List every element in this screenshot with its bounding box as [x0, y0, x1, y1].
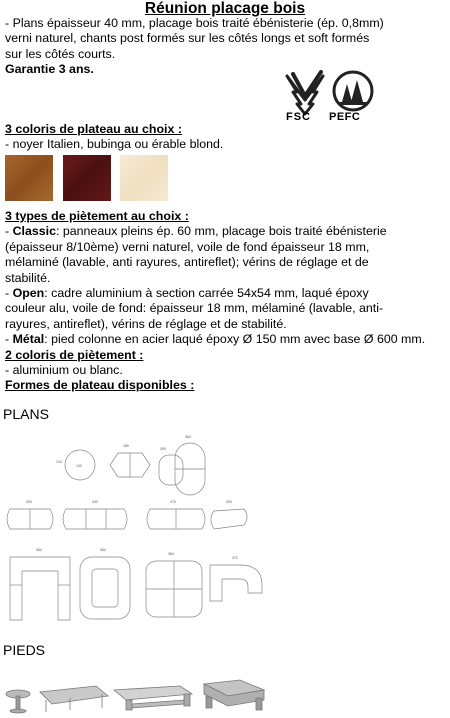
plan-square-table [146, 552, 202, 617]
plan-round-table [56, 450, 95, 480]
classic-line-2: (épaisseur 8/10ème) verni naturel, voile de fond épaisseur 18 mm, [5, 239, 370, 254]
base-colors-text: - aluminium ou blanc. [5, 363, 123, 378]
svg-text:364: 364 [36, 548, 42, 552]
metal-column-leg-icon [6, 690, 30, 713]
open-frame-leg-icon [40, 686, 108, 712]
base-colors-heading: 2 coloris de piètement : [5, 347, 144, 362]
metal-label: Métal [12, 332, 45, 347]
guarantee-text: Garantie 3 ans. [5, 62, 94, 77]
plans-drawings [0, 425, 450, 655]
plan-boat-table-4 [211, 500, 247, 529]
classic-line-1: - Classic: panneaux pleins ép. 60 mm, placage bois traité ébénisterie [5, 224, 387, 239]
open-label: Open [12, 286, 45, 301]
open-line-1: - Open: cadre aluminium à section carrée 54x54 mm, laqué époxy [5, 286, 369, 301]
svg-text:180: 180 [123, 444, 129, 448]
colors-heading: 3 coloris de plateau au choix : [5, 122, 182, 136]
svg-text:300: 300 [226, 500, 232, 504]
plan-u-table [10, 548, 70, 620]
svg-text:470: 470 [170, 500, 176, 504]
pieds-drawings [0, 656, 450, 716]
svg-text:300: 300 [26, 500, 32, 504]
legs-section [5, 209, 447, 394]
svg-text:364: 364 [168, 552, 174, 556]
pieds-label: PIEDS [3, 642, 46, 658]
page-title: Réunion placage bois [144, 0, 306, 17]
colors-section [5, 122, 447, 153]
swatch-erable [120, 155, 168, 201]
open-line-3: rayures, antireflet), vérins de réglage et de stabilité. [5, 316, 287, 331]
intro-block [5, 16, 447, 78]
pefc-label: PEFC [329, 111, 361, 123]
svg-text:364: 364 [100, 548, 106, 552]
intro-line-2: verni naturel, chants post formés sur les côtés longs et soft formés [5, 31, 370, 46]
open-line-2: couleur alu, voile de fond: épaisseur 18 mm, mélaminé (lavable, anti- [5, 301, 384, 316]
svg-text:371: 371 [232, 556, 238, 560]
svg-text:124: 124 [56, 460, 62, 464]
svg-text:430: 430 [92, 500, 98, 504]
classic-label: Classic [12, 224, 56, 239]
plan-boat-table-2 [63, 500, 127, 529]
plan-oval-table-small [159, 447, 183, 485]
colors-text: - noyer Italien, bubinga ou érable blond. [5, 137, 224, 152]
metal-line: - Métal: pied colonne en acier laqué époxy Ø 150 mm avec base Ø 600 mm. [5, 332, 426, 347]
swatch-bubinga [63, 155, 111, 201]
plan-hexagon-table [110, 444, 150, 477]
shapes-heading: Formes de plateau disponibles : [5, 378, 195, 393]
plan-l-table [210, 556, 262, 601]
u-shape-leg-icon [204, 680, 264, 710]
intro-line-1: - Plans épaisseur 40 mm, placage bois traité ébénisterie (ép. 0,8mm) [5, 16, 384, 30]
intro-line-3: sur les côtés courts. [5, 46, 116, 61]
svg-text:140: 140 [76, 464, 82, 468]
svg-text:364: 364 [185, 435, 191, 439]
svg-text:300: 300 [160, 447, 166, 451]
legs-heading: 3 types de piètement au choix : [5, 209, 189, 223]
classic-line-4: stabilité. [5, 270, 51, 285]
plans-label: PLANS [3, 406, 49, 422]
classic-line-3: mélaminé (lavable, anti rayures, antireflet); vérins de réglage et de [5, 255, 369, 270]
swatch-noyer [5, 155, 53, 201]
fsc-logo [283, 70, 327, 124]
plan-oval-table-large [175, 435, 205, 495]
classic-panel-leg-icon [114, 686, 192, 710]
plan-boat-table-3 [147, 500, 205, 529]
plan-rectangle-table [80, 548, 130, 619]
fsc-label: FSC [286, 111, 311, 123]
pefc-logo [329, 70, 376, 123]
plan-boat-table-1 [7, 500, 53, 529]
